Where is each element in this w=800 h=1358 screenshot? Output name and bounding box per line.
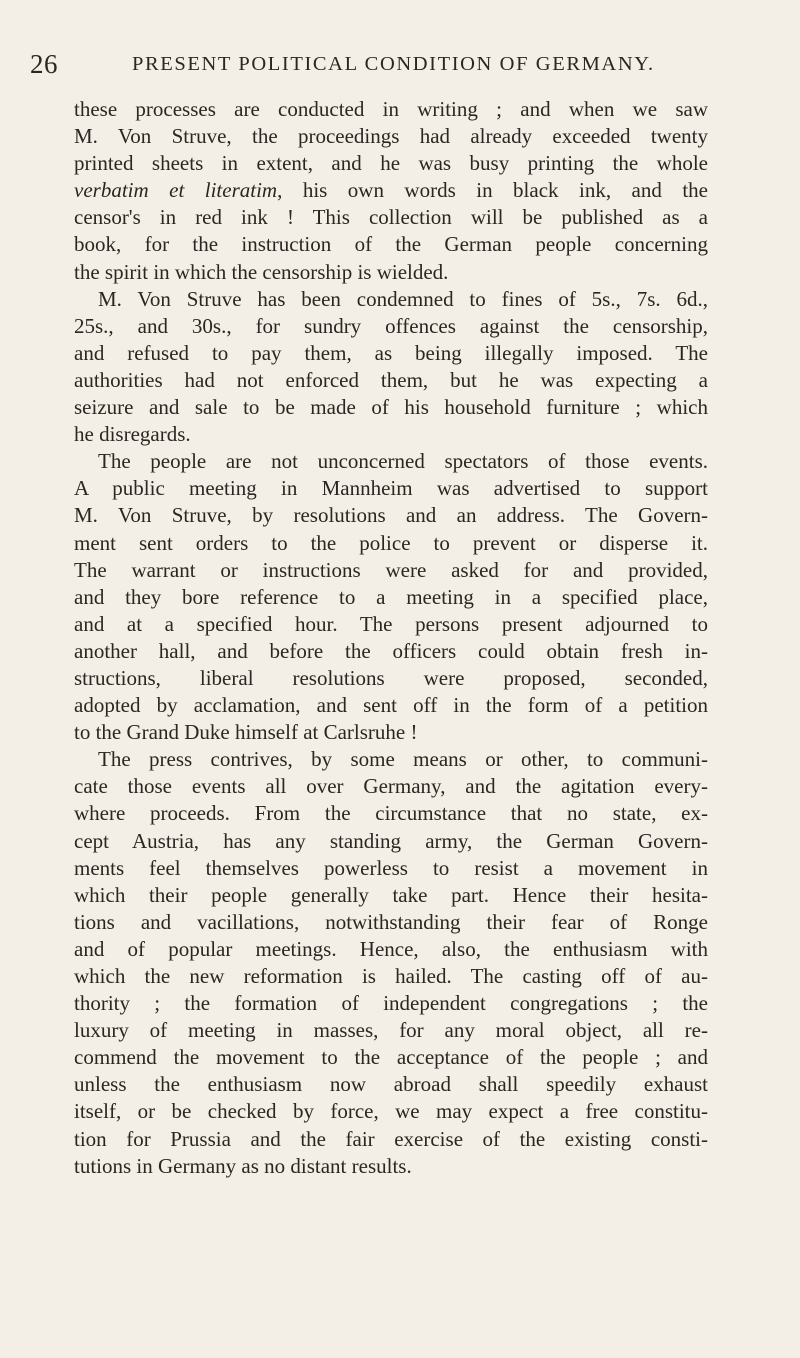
text-line: The people are not unconcerned spectators of those events. bbox=[98, 449, 708, 474]
text-line: book, for the instruction of the German people concerning bbox=[74, 232, 708, 257]
text-line: The warrant or instructions were asked for and provided, bbox=[74, 557, 708, 582]
text-line: printed sheets in extent, and he was busy printing the whole bbox=[74, 151, 708, 176]
text-line: to the Grand Duke himself at Carlsruhe ! bbox=[74, 720, 418, 745]
text-line: unless the enthusiasm now abroad shall speedily exhaust bbox=[74, 1072, 708, 1097]
text-line: censor's in red ink ! This collection will be published as a bbox=[74, 205, 708, 230]
page-number: 26 bbox=[30, 49, 58, 79]
text-line: tion for Prussia and the fair exercise of the existing consti- bbox=[74, 1126, 708, 1151]
text-line: tions and vacillations, notwithstanding their fear of Ronge bbox=[74, 909, 708, 934]
text-line: ment sent orders to the police to prevent or disperse it. bbox=[74, 530, 708, 555]
text-line: he disregards. bbox=[74, 422, 191, 447]
text-line: adopted by acclamation, and sent off in the form of a petition bbox=[74, 693, 708, 718]
text-line: M. Von Struve has been condemned to fines of 5s., 7s. 6d., bbox=[98, 286, 708, 311]
text-line: and at a specified hour. The persons present adjourned to bbox=[74, 611, 708, 636]
text-line: M. Von Struve, the proceedings had already exceeded twenty bbox=[74, 124, 708, 149]
running-title: PRESENT POLITICAL CONDITION OF GERMANY. bbox=[132, 53, 655, 75]
text-line: seizure and sale to be made of his household furniture ; which bbox=[74, 395, 708, 420]
text-line: The press contrives, by some means or other, to communi- bbox=[98, 747, 708, 772]
text-line: luxury of meeting in masses, for any moral object, all re- bbox=[74, 1018, 708, 1043]
text-line: cept Austria, has any standing army, the German Govern- bbox=[74, 828, 708, 853]
text-line: A public meeting in Mannheim was advertised to support bbox=[74, 476, 708, 501]
text-line: cate those events all over Germany, and the agitation every- bbox=[74, 774, 708, 799]
text-line: 25s., and 30s., for sundry offences against the censorship, bbox=[74, 313, 708, 338]
text-line: and refused to pay them, as being illegally imposed. The bbox=[74, 340, 708, 365]
text-line: itself, or be checked by force, we may expect a free constitu- bbox=[74, 1099, 708, 1124]
running-head bbox=[30, 44, 760, 84]
text-line: authorities had not enforced them, but he was expecting a bbox=[74, 367, 708, 392]
text-fragment: , his own words in black ink, and the bbox=[277, 178, 709, 203]
text-line: tutions in Germany as no distant results. bbox=[74, 1153, 412, 1178]
text-line: thority ; the formation of independent congregations ; the bbox=[74, 991, 708, 1016]
text-line: structions, liberal resolutions were proposed, seconded, bbox=[74, 665, 708, 690]
text-line: which the new reformation is hailed. The casting off of au- bbox=[74, 964, 708, 988]
text-line: another hall, and before the officers could obtain fresh in- bbox=[74, 638, 708, 663]
italic-phrase: verbatim et literatim bbox=[74, 178, 278, 203]
text-line: these processes are conducted in writing ; and when we saw bbox=[74, 97, 708, 121]
text-line: and they bore reference to a meeting in a specified place, bbox=[74, 584, 708, 609]
text-line bbox=[74, 177, 708, 204]
body-text bbox=[74, 96, 708, 1180]
text-line: M. Von Struve, by resolutions and an address. The Govern- bbox=[74, 503, 708, 528]
text-line: and of popular meetings. Hence, also, the enthusiasm with bbox=[74, 936, 708, 961]
text-line: which their people generally take part. Hence their hesita- bbox=[74, 882, 708, 907]
text-line: commend the movement to the acceptance of the people ; and bbox=[74, 1045, 708, 1070]
text-line: the spirit in which the censorship is wielded. bbox=[74, 259, 449, 284]
text-line: where proceeds. From the circumstance that no state, ex- bbox=[74, 801, 708, 826]
text-line: ments feel themselves powerless to resist a movement in bbox=[74, 855, 708, 880]
